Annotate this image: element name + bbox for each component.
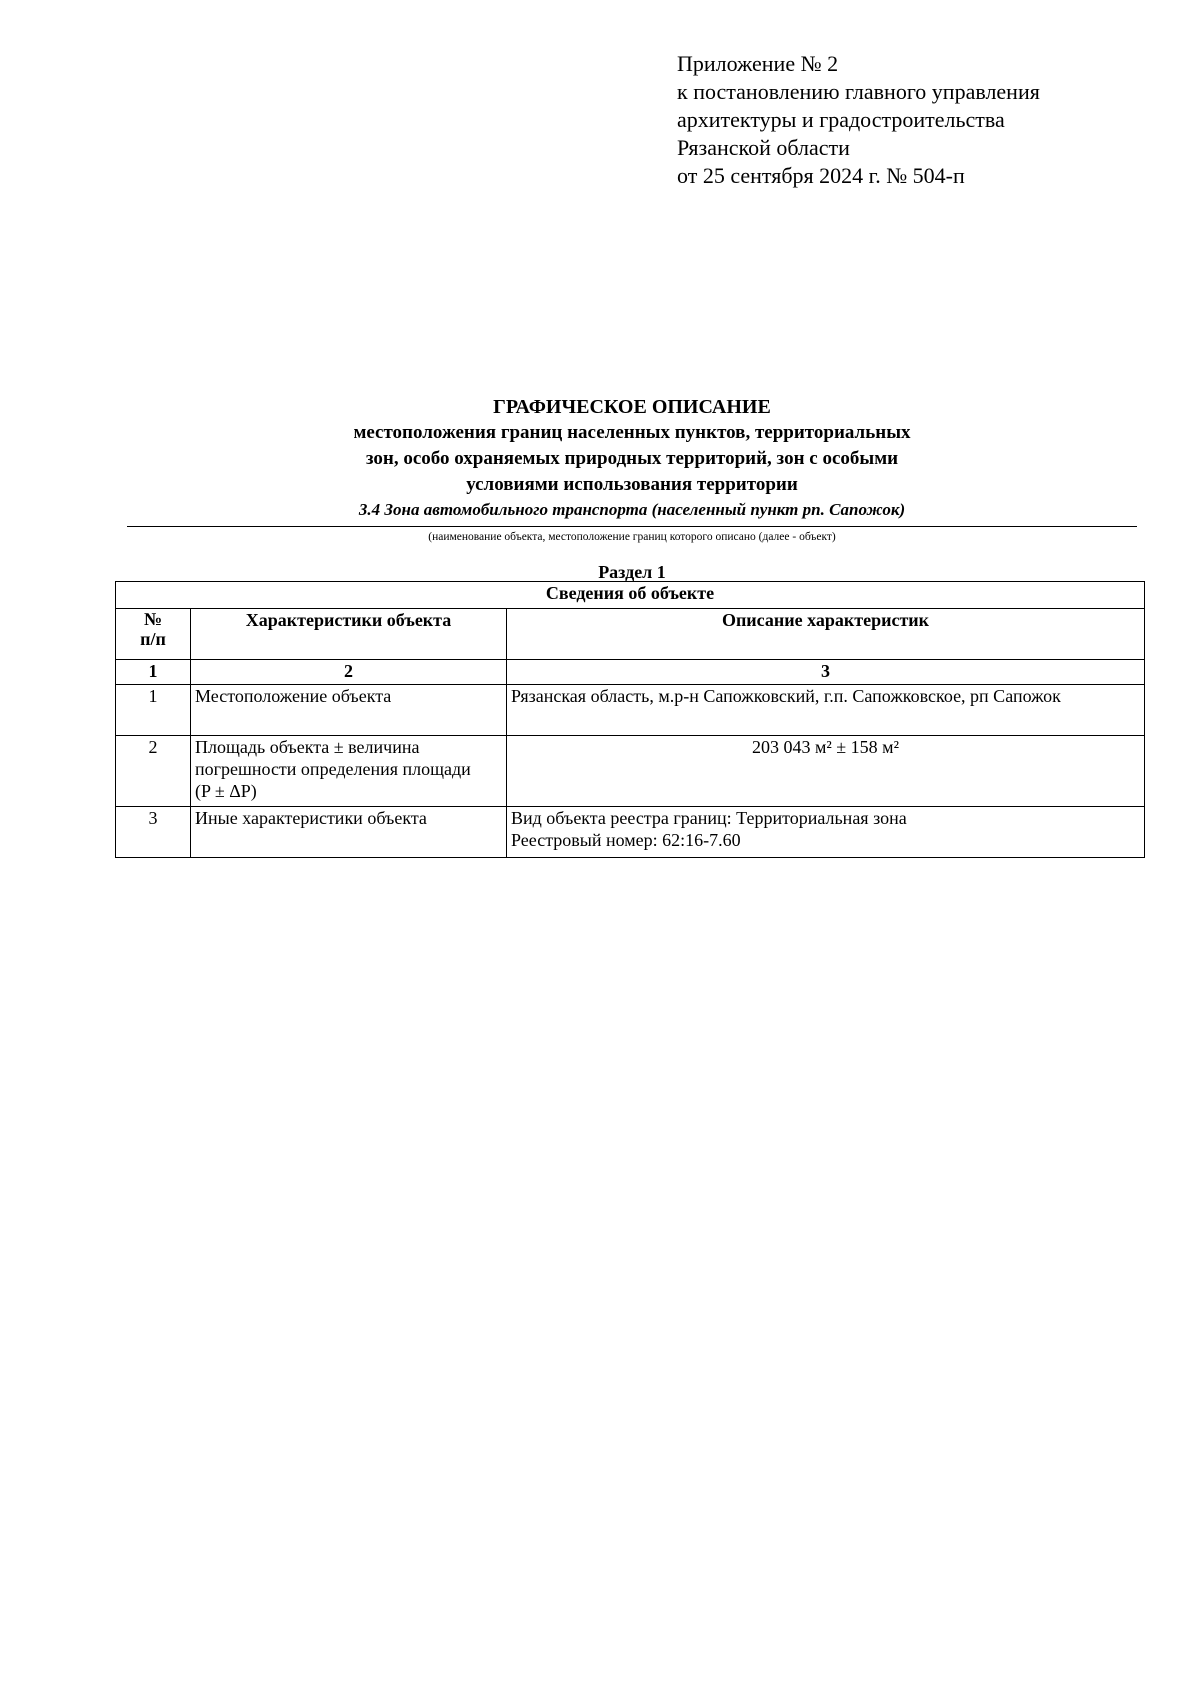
row-characteristic-line: Площадь объекта ± величина [195,737,420,757]
table-row [116,685,1145,736]
object-name: 3.4 Зона автомобильного транспорта (населенный пункт рп. Сапожок) [358,500,906,519]
appendix-line: к постановлению главного управления [677,79,1040,104]
title-sub-line: условиями использования территории [466,474,798,495]
header-number-line: п/п [140,629,166,649]
title-underline [127,526,1137,527]
row-number: 2 [116,736,191,807]
row-description-line: Реестровый номер: 62:16-7.60 [511,830,741,850]
row-characteristic-line: (P ± ΔP) [195,781,257,801]
appendix-header [677,50,1040,190]
row-description [507,807,1145,858]
object-name-caption: (наименование объекта, местоположение границ которого описано (далее - объект) [428,531,836,543]
table-row [116,736,1145,807]
column-index: 3 [507,660,1145,685]
appendix-line: архитектуры и градостроительства [677,107,1005,132]
document-title [127,394,1137,522]
row-number: 1 [116,685,191,736]
appendix-line: Приложение № 2 [677,51,839,76]
header-number-line: № [143,609,163,629]
table-row [116,807,1145,858]
header-number [116,609,191,660]
table-caption: Сведения об объекте [116,582,1145,609]
row-characteristic: Местоположение объекта [191,685,507,736]
row-number: 3 [116,807,191,858]
row-description-line: Вид объекта реестра границ: Территориальная зона [511,808,907,828]
row-description: Рязанская область, м.р-н Сапожковский, г.п. Сапожковское, рп Сапожок [507,685,1145,736]
appendix-line: Рязанской области [677,135,850,160]
column-index: 2 [191,660,507,685]
table-caption-row [116,582,1145,609]
header-characteristic: Характеристики объекта [191,609,507,660]
column-index: 1 [116,660,191,685]
section-title: Раздел 1 [598,562,666,582]
row-characteristic: Иные характеристики объекта [191,807,507,858]
row-characteristic [191,736,507,807]
object-info-table [115,581,1145,858]
column-index-row [116,660,1145,685]
appendix-line: от 25 сентября 2024 г. № 504-п [677,163,965,188]
row-characteristic-line: погрешности определения площади [195,759,471,779]
title-main: ГРАФИЧЕСКОЕ ОПИСАНИЕ [493,396,771,418]
table-header-row [116,609,1145,660]
header-description: Описание характеристик [507,609,1145,660]
row-description: 203 043 м² ± 158 м² [507,736,1145,807]
title-sub-line: местоположения границ населенных пунктов, территориальных [353,422,911,443]
title-sub-line: зон, особо охраняемых природных территорий, зон с особыми [365,448,899,469]
